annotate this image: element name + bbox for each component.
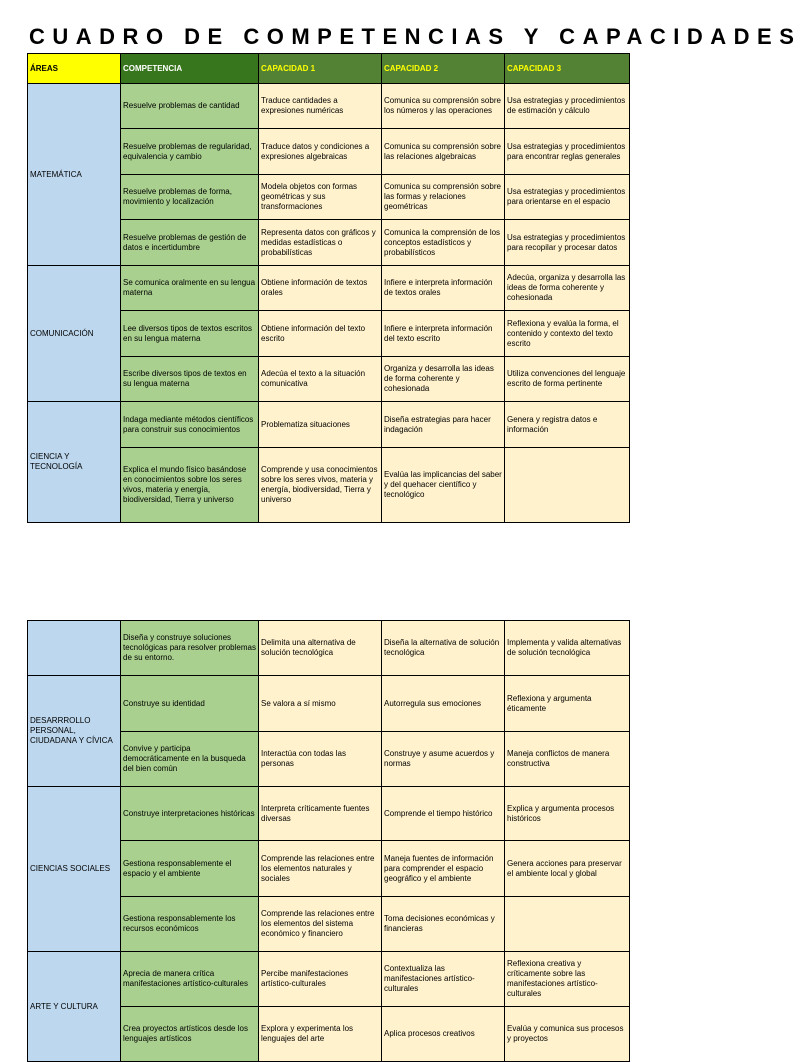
capacidad-cell: Explica y argumenta procesos históricos — [505, 787, 630, 841]
competencia-cell: Diseña y construye soluciones tecnológicas para resolver problemas de su entorno. — [121, 621, 259, 676]
capacidad-cell: Genera y registra datos e información — [505, 402, 630, 448]
area-cell: COMUNICACIÓN — [28, 266, 121, 402]
capacidad-cell: Modela objetos con formas geométricas y sus transformaciones — [259, 175, 382, 220]
competencia-cell: Crea proyectos artísticos desde los lenguajes artísticos — [121, 1007, 259, 1062]
capacidad-cell: Genera acciones para preservar el ambiente local y global — [505, 841, 630, 897]
capacidad-cell: Construye y asume acuerdos y normas — [382, 732, 505, 787]
area-cell: CIENCIAS SOCIALES — [28, 787, 121, 952]
capacidad-cell: Usa estrategias y procedimientos para recopilar y procesar datos — [505, 220, 630, 266]
capacidad-cell: Usa estrategias y procedimientos para encontrar reglas generales — [505, 129, 630, 175]
capacidad-cell: Toma decisiones económicas y financieras — [382, 897, 505, 952]
capacidad-cell: Se valora a sí mismo — [259, 676, 382, 732]
capacidad-cell: Implementa y valida alternativas de solución tecnológica — [505, 621, 630, 676]
capacidad-cell: Comunica su comprensión sobre las relaciones algebraicas — [382, 129, 505, 175]
area-cell — [28, 621, 121, 676]
competencia-cell: Resuelve problemas de regularidad, equivalencia y cambio — [121, 129, 259, 175]
competencia-cell: Resuelve problemas de forma, movimiento y localización — [121, 175, 259, 220]
header-capacidad-3: CAPACIDAD 3 — [505, 54, 630, 84]
area-cell: CIENCIA Y TECNOLOGÍA — [28, 402, 121, 523]
capacidad-cell: Traduce datos y condiciones a expresiones algebraicas — [259, 129, 382, 175]
capacidad-cell: Interactúa con todas las personas — [259, 732, 382, 787]
area-cell: ARTE Y CULTURA — [28, 952, 121, 1062]
competencia-cell: Escribe diversos tipos de textos en su lengua materna — [121, 357, 259, 402]
capacidad-cell: Usa estrategias y procedimientos de estimación y cálculo — [505, 84, 630, 129]
capacidad-cell: Explora y experimenta los lenguajes del arte — [259, 1007, 382, 1062]
competencia-cell: Resuelve problemas de cantidad — [121, 84, 259, 129]
capacidad-cell: Interpreta críticamente fuentes diversas — [259, 787, 382, 841]
capacidad-cell: Comprende el tiempo histórico — [382, 787, 505, 841]
capacidad-cell: Reflexiona y argumenta éticamente — [505, 676, 630, 732]
capacidad-cell: Contextualiza las manifestaciones artístico-culturales — [382, 952, 505, 1007]
capacidad-cell — [505, 897, 630, 952]
table-row — [28, 787, 630, 841]
capacidad-cell: Evalúa y comunica sus procesos y proyectos — [505, 1007, 630, 1062]
capacidad-cell: Delimita una alternativa de solución tecnológica — [259, 621, 382, 676]
capacidad-cell — [505, 448, 630, 523]
competencia-cell: Lee diversos tipos de textos escritos en su lengua materna — [121, 311, 259, 357]
capacidad-cell: Diseña estrategias para hacer indagación — [382, 402, 505, 448]
competencies-table-1 — [27, 53, 630, 523]
competencia-cell: Convive y participa democráticamente en la busqueda del bien común — [121, 732, 259, 787]
capacidad-cell: Comprende y usa conocimientos sobre los seres vivos, materia y energía, biodiversidad, Tierra y universo — [259, 448, 382, 523]
document-title: CUADRO DE COMPETENCIAS Y CAPACIDADES — [29, 24, 801, 49]
capacidad-cell: Obtiene información del texto escrito — [259, 311, 382, 357]
competencia-cell: Gestiona responsablemente los recursos económicos — [121, 897, 259, 952]
competencia-cell: Resuelve problemas de gestión de datos e incertidumbre — [121, 220, 259, 266]
capacidad-cell: Maneja conflictos de manera constructiva — [505, 732, 630, 787]
capacidad-cell: Adecúa, organiza y desarrolla las ideas de forma coherente y cohesionada — [505, 266, 630, 311]
table-row — [28, 266, 630, 311]
capacidad-cell: Comunica su comprensión sobre los números y las operaciones — [382, 84, 505, 129]
competencia-cell: Construye interpretaciones históricas — [121, 787, 259, 841]
capacidad-cell: Infiere e interpreta información de textos orales — [382, 266, 505, 311]
capacidad-cell: Representa datos con gráficos y medidas estadísticas o probabilísticas — [259, 220, 382, 266]
capacidad-cell: Traduce cantidades a expresiones numéricas — [259, 84, 382, 129]
competencia-cell: Gestiona responsablemente el espacio y el ambiente — [121, 841, 259, 897]
table-row — [28, 621, 630, 676]
competencia-cell: Explica el mundo físico basándose en conocimientos sobre los seres vivos, materia y energía, biodiversidad, Tierra y universo — [121, 448, 259, 523]
area-cell: DESARRROLLO PERSONAL, CIUDADANA Y CÍVICA — [28, 676, 121, 787]
competencia-cell: Construye su identidad — [121, 676, 259, 732]
header-competencia: COMPETENCIA — [121, 54, 259, 84]
capacidad-cell: Maneja fuentes de información para comprender el espacio geográfico y el ambiente — [382, 841, 505, 897]
capacidad-cell: Problematiza situaciones — [259, 402, 382, 448]
competencia-cell: Aprecia de manera crítica manifestaciones artístico-culturales — [121, 952, 259, 1007]
capacidad-cell: Comprende las relaciones entre los elementos del sistema económico y financiero — [259, 897, 382, 952]
capacidad-cell: Infiere e interpreta información del texto escrito — [382, 311, 505, 357]
capacidad-cell: Utiliza convenciones del lenguaje escrito de forma pertinente — [505, 357, 630, 402]
table-row — [28, 402, 630, 448]
capacidad-cell: Aplica procesos creativos — [382, 1007, 505, 1062]
capacidad-cell: Organiza y desarrolla las ideas de forma coherente y cohesionada — [382, 357, 505, 402]
capacidad-cell: Percibe manifestaciones artístico-culturales — [259, 952, 382, 1007]
capacidad-cell: Comunica la comprensión de los conceptos estadísticos y probabilísticos — [382, 220, 505, 266]
competencia-cell: Indaga mediante métodos científicos para construir sus conocimientos — [121, 402, 259, 448]
table-row — [28, 676, 630, 732]
capacidad-cell: Reflexiona y evalúa la forma, el contenido y contexto del texto escrito — [505, 311, 630, 357]
capacidad-cell: Comunica su comprensión sobre las formas y relaciones geométricas — [382, 175, 505, 220]
table-2-viewport — [0, 620, 768, 1043]
capacidad-cell: Diseña la alternativa de solución tecnológica — [382, 621, 505, 676]
capacidad-cell: Usa estrategias y procedimientos para orientarse en el espacio — [505, 175, 630, 220]
competencia-cell: Se comunica oralmente en su lengua materna — [121, 266, 259, 311]
capacidad-cell: Autorregula sus emociones — [382, 676, 505, 732]
competencies-table-2 — [27, 620, 630, 1062]
capacidad-cell: Comprende las relaciones entre los elementos naturales y sociales — [259, 841, 382, 897]
capacidad-cell: Evalúa las implicancias del saber y del quehacer científico y tecnológico — [382, 448, 505, 523]
area-cell: MATEMÁTICA — [28, 84, 121, 266]
capacidad-cell: Reflexiona creativa y críticamente sobre las manifestaciones artístico-culturales — [505, 952, 630, 1007]
table-row — [28, 84, 630, 129]
header-areas: ÁREAS — [28, 54, 121, 84]
capacidad-cell: Adecúa el texto a la situación comunicativa — [259, 357, 382, 402]
header-capacidad-2: CAPACIDAD 2 — [382, 54, 505, 84]
capacidad-cell: Obtiene información de textos orales — [259, 266, 382, 311]
table-row — [28, 952, 630, 1007]
header-capacidad-1: CAPACIDAD 1 — [259, 54, 382, 84]
